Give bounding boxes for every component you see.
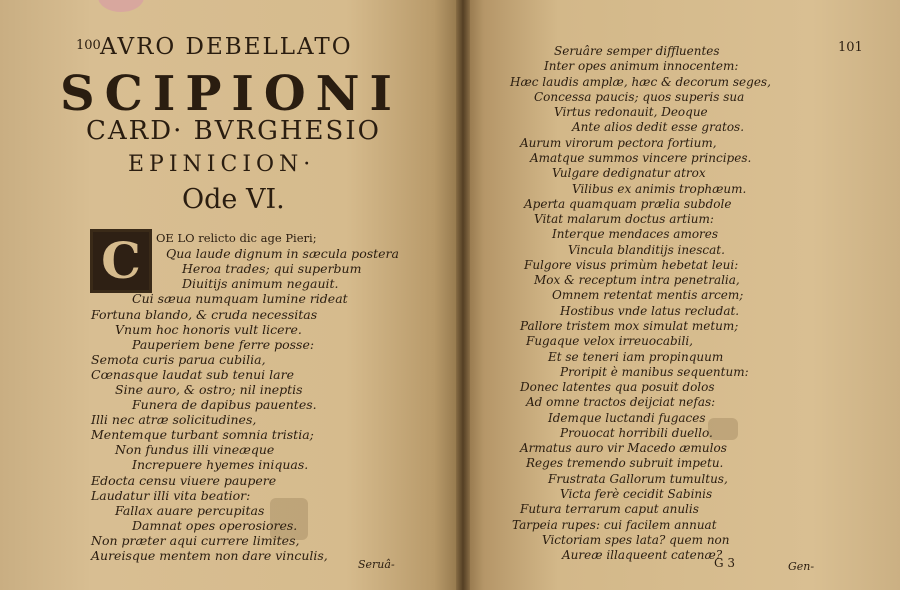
heading-line-1: AVRO DEBELLATO [100,34,353,60]
verse-line: Futura terrarum caput anulis [520,502,699,517]
verse-line: Omnem retentat mentis arcem; [552,288,744,303]
verse-line: Virtus redonauit, Deoque [554,105,708,120]
verse-line: Armatus auro vir Macedo æmulos [520,441,727,456]
heading-line-3: CARD· BVRGHESIO [86,116,381,146]
verse-line: Non præter aqui currere limites, [91,532,300,548]
verse-line: Pallore tristem mox simulat metum; [520,318,739,333]
heading-line-4: EPINICION· [128,152,316,177]
finger-smudge [98,0,144,12]
verse-line: Fugaque velox irreuocabili, [526,334,693,349]
verse-line: Vnum hoc honoris vult licere. [115,321,302,337]
verse-line: Fulgore visus primùm hebetat leui: [524,257,739,272]
verse-line: Vitat malarum doctus artium: [534,212,714,226]
page-number: 101 [838,40,863,55]
drop-cap: C [90,229,152,293]
verse-line: Idemque luctandi fugaces [548,410,706,425]
verse-line: Donec latentes qua posuit dolos [520,380,715,394]
verse-line: Pauperiem bene ferre posse: [132,336,315,352]
verse-line: Heroa trades; qui superbum [182,261,362,277]
ode-title: Ode VI. [182,184,285,215]
verse-line: Mentemque turbant somnia tristia; [91,427,314,443]
verse-line: Funera de dapibus pauentes. [132,397,317,412]
catchword: Seruâ- [358,558,395,571]
verse-line: Seruâre semper diffluentes [554,44,720,58]
right-page [462,0,900,590]
verse-line: Damnat opes operosiores. [132,517,298,533]
verse-line: Ante alios dedit esse gratos. [572,120,745,135]
heading-line-2: SCIPIONI [60,66,403,122]
verse-line: Ad omne tractos deijciat nefas: [526,395,716,410]
verse-line: Tarpeia rupes: cui facilem annuat [512,517,717,532]
page-number: 100 [76,38,101,53]
verse-line: Cui sæua numquam lumine rideat [132,291,348,307]
verse-line: OE LO relicto dic age Pieri; [156,231,317,245]
verse-line: Laudatur illi vita beatior: [91,487,251,503]
catchword: Gen- [788,560,815,573]
verse-line: Increpuere hyemes iniquas. [132,457,309,473]
verse-line: Hæc laudis amplæ, hæc & decorum seges, [510,74,771,89]
verse-line: Proripit è manibus sequentum: [560,364,749,379]
verse-line: Sine auro, & ostro; nil ineptis [115,382,303,397]
verse-line: Non fundus illi vineæque [115,442,275,458]
verse-line: Concessa paucis; quos superis sua [534,89,745,104]
verse-line: Mox & receptum intra penetralia, [534,273,740,288]
book-gutter [456,0,470,590]
verse-line: Victoriam spes lata? quem non [542,532,730,547]
verse-line: Aperta quamquam prælia subdole [524,196,732,211]
verse-line: Illi nec atræ solicitudines, [91,412,257,428]
verse-line: Inter opes animum innocentem: [544,59,739,74]
verse-line: Frustrata Gallorum tumultus, [548,471,728,486]
verse-line: Cœnasque laudat sub tenui lare [91,366,294,382]
verse-line: Aureisque mentem non dare vinculis, [91,548,328,563]
verse-line: Vilibus ex animis trophæum. [572,181,747,196]
verse-line: Aurum virorum pectora fortium, [520,135,717,150]
verse-line: Aureæ illaqueent catenæ? [562,548,723,562]
verse-line: Et se teneri iam propinquum [548,349,724,364]
verse-line: Victa ferè cecidit Sabinis [560,486,713,501]
verse-line: Hostibus vnde latus recludat. [560,303,740,318]
signature-mark: G 3 [714,556,736,570]
verse-line: Diuitijs animum negauit. [182,276,339,292]
verse-line: Vulgare dedignatur atrox [552,166,706,181]
verse-line: Reges tremendo subruit impetu. [526,456,724,471]
verse-line: Prouocat horribili duello. [560,425,713,440]
verse-line: Fallax auare percupitas [115,502,265,518]
verse-line: Edocta censu viuere paupere [91,472,277,488]
verse-line: Interque mendaces amores [552,227,719,242]
verse-line: Fortuna blando, & cruda necessitas [91,306,318,322]
verse-line: Amatque summos vincere principes. [530,150,752,165]
verse-line: Vincula blanditijs inescat. [568,242,725,257]
verse-line: Qua laude dignum in sæcula postera [166,246,399,262]
verse-line: Semota curis parua cubilia, [91,351,266,367]
